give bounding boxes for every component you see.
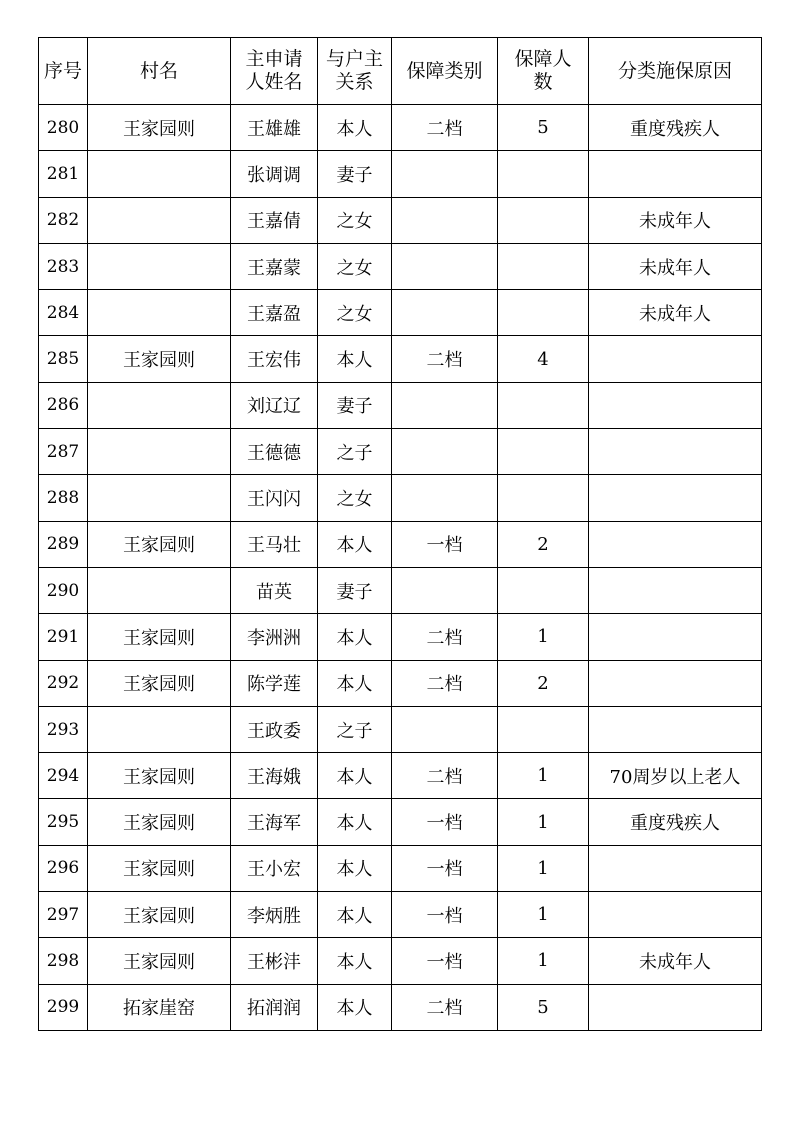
table-row: [39, 429, 762, 475]
table-row: [39, 382, 762, 428]
cell-village: 王家园则: [88, 614, 231, 660]
cell-seq: 283: [39, 243, 88, 289]
cell-reason: 未成年人: [589, 243, 762, 289]
cell-reason: 重度残疾人: [589, 799, 762, 845]
cell-count: [498, 382, 589, 428]
cell-relation: 之女: [318, 197, 392, 243]
header-village: 村名: [88, 38, 231, 105]
cell-village: 王家园则: [88, 753, 231, 799]
cell-relation: 本人: [318, 799, 392, 845]
cell-village: 王家园则: [88, 336, 231, 382]
cell-relation: 之女: [318, 475, 392, 521]
table-row: [39, 706, 762, 752]
cell-seq: 290: [39, 567, 88, 613]
table-row: [39, 799, 762, 845]
cell-reason: [589, 567, 762, 613]
cell-village: 王家园则: [88, 845, 231, 891]
cell-relation: 之子: [318, 429, 392, 475]
table-row: [39, 567, 762, 613]
cell-category: 二档: [392, 105, 498, 151]
cell-seq: 289: [39, 521, 88, 567]
cell-village: 王家园则: [88, 521, 231, 567]
cell-count: [498, 151, 589, 197]
table-row: [39, 105, 762, 151]
header-relation: [318, 38, 392, 105]
cell-seq: 299: [39, 984, 88, 1030]
cell-relation: 本人: [318, 521, 392, 567]
cell-category: 二档: [392, 336, 498, 382]
cell-reason: 重度残疾人: [589, 105, 762, 151]
cell-category: [392, 567, 498, 613]
cell-applicant-name: 王德德: [231, 429, 318, 475]
cell-reason: 未成年人: [589, 938, 762, 984]
cell-count: [498, 475, 589, 521]
cell-relation: 之女: [318, 290, 392, 336]
cell-seq: 287: [39, 429, 88, 475]
cell-village: [88, 197, 231, 243]
cell-village: [88, 475, 231, 521]
cell-reason: 70周岁以上老人: [589, 753, 762, 799]
cell-relation: 妻子: [318, 567, 392, 613]
cell-applicant-name: 王闪闪: [231, 475, 318, 521]
cell-count: [498, 706, 589, 752]
cell-count: 1: [498, 799, 589, 845]
cell-reason: [589, 475, 762, 521]
cell-reason: [589, 382, 762, 428]
table-row: [39, 938, 762, 984]
cell-seq: 294: [39, 753, 88, 799]
table-body: [39, 105, 762, 1031]
cell-count: 2: [498, 660, 589, 706]
cell-category: [392, 706, 498, 752]
header-row: [39, 38, 762, 105]
table-row: [39, 753, 762, 799]
cell-category: [392, 429, 498, 475]
table-row: [39, 892, 762, 938]
cell-relation: 之子: [318, 706, 392, 752]
table-row: [39, 290, 762, 336]
cell-category: [392, 151, 498, 197]
cell-reason: [589, 151, 762, 197]
cell-applicant-name: 王宏伟: [231, 336, 318, 382]
cell-seq: 298: [39, 938, 88, 984]
cell-count: 1: [498, 614, 589, 660]
cell-seq: 284: [39, 290, 88, 336]
cell-seq: 281: [39, 151, 88, 197]
cell-count: 1: [498, 753, 589, 799]
cell-village: [88, 290, 231, 336]
cell-reason: [589, 521, 762, 567]
cell-village: 王家园则: [88, 660, 231, 706]
table-row: [39, 197, 762, 243]
cell-count: [498, 197, 589, 243]
cell-reason: [589, 336, 762, 382]
cell-applicant-name: 王海娥: [231, 753, 318, 799]
cell-seq: 291: [39, 614, 88, 660]
cell-relation: 本人: [318, 845, 392, 891]
cell-village: [88, 151, 231, 197]
cell-applicant-name: 李洲洲: [231, 614, 318, 660]
header-applicant-line2: 人姓名: [245, 71, 303, 93]
cell-relation: 本人: [318, 938, 392, 984]
cell-relation: 之女: [318, 243, 392, 289]
cell-applicant-name: 王小宏: [231, 845, 318, 891]
cell-village: 王家园则: [88, 892, 231, 938]
cell-village: 王家园则: [88, 938, 231, 984]
cell-count: [498, 429, 589, 475]
cell-seq: 280: [39, 105, 88, 151]
cell-reason: [589, 706, 762, 752]
cell-applicant-name: 王嘉蒙: [231, 243, 318, 289]
header-category: 保障类别: [392, 38, 498, 105]
cell-category: 二档: [392, 984, 498, 1030]
cell-seq: 292: [39, 660, 88, 706]
cell-category: 一档: [392, 845, 498, 891]
cell-count: [498, 567, 589, 613]
cell-count: 5: [498, 984, 589, 1030]
header-applicant: [231, 38, 318, 105]
cell-category: [392, 382, 498, 428]
cell-reason: 未成年人: [589, 197, 762, 243]
cell-count: 5: [498, 105, 589, 151]
cell-village: 王家园则: [88, 799, 231, 845]
table-row: [39, 660, 762, 706]
cell-category: 二档: [392, 614, 498, 660]
cell-applicant-name: 张调调: [231, 151, 318, 197]
cell-category: 二档: [392, 753, 498, 799]
cell-applicant-name: 拓润润: [231, 984, 318, 1030]
cell-category: 一档: [392, 521, 498, 567]
cell-reason: [589, 660, 762, 706]
cell-relation: 本人: [318, 753, 392, 799]
header-seq: 序号: [39, 38, 88, 105]
header-count-line2: 数: [533, 71, 553, 93]
cell-village: [88, 382, 231, 428]
header-relation-line1: 与户主: [325, 48, 383, 70]
cell-category: 一档: [392, 938, 498, 984]
cell-applicant-name: 李炳胜: [231, 892, 318, 938]
table-header: [39, 38, 762, 105]
cell-reason: [589, 845, 762, 891]
cell-reason: [589, 892, 762, 938]
cell-reason: [589, 984, 762, 1030]
cell-relation: 本人: [318, 105, 392, 151]
cell-category: 一档: [392, 892, 498, 938]
cell-relation: 妻子: [318, 151, 392, 197]
header-applicant-line1: 主申请: [245, 48, 303, 70]
cell-village: 王家园则: [88, 105, 231, 151]
cell-applicant-name: 王海军: [231, 799, 318, 845]
cell-seq: 295: [39, 799, 88, 845]
table-row: [39, 845, 762, 891]
cell-relation: 本人: [318, 336, 392, 382]
cell-relation: 妻子: [318, 382, 392, 428]
cell-seq: 296: [39, 845, 88, 891]
cell-category: 二档: [392, 660, 498, 706]
table-row: [39, 151, 762, 197]
cell-applicant-name: 陈学莲: [231, 660, 318, 706]
cell-seq: 297: [39, 892, 88, 938]
table-row: [39, 243, 762, 289]
cell-reason: 未成年人: [589, 290, 762, 336]
header-count-line1: 保障人: [514, 48, 572, 70]
table-row: [39, 336, 762, 382]
table-row: [39, 475, 762, 521]
cell-category: [392, 475, 498, 521]
cell-count: [498, 290, 589, 336]
cell-count: 1: [498, 938, 589, 984]
cell-village: [88, 429, 231, 475]
cell-village: [88, 567, 231, 613]
cell-seq: 286: [39, 382, 88, 428]
cell-village: [88, 243, 231, 289]
header-relation-line2: 关系: [335, 71, 374, 93]
cell-applicant-name: 王政委: [231, 706, 318, 752]
cell-seq: 293: [39, 706, 88, 752]
cell-category: 一档: [392, 799, 498, 845]
cell-relation: 本人: [318, 984, 392, 1030]
cell-category: [392, 197, 498, 243]
cell-village: 拓家崖窑: [88, 984, 231, 1030]
cell-applicant-name: 王彬沣: [231, 938, 318, 984]
cell-category: [392, 290, 498, 336]
cell-relation: 本人: [318, 614, 392, 660]
cell-count: 1: [498, 845, 589, 891]
cell-applicant-name: 苗英: [231, 567, 318, 613]
cell-applicant-name: 王嘉盈: [231, 290, 318, 336]
assistance-table: [38, 37, 762, 1031]
cell-count: 1: [498, 892, 589, 938]
cell-seq: 288: [39, 475, 88, 521]
cell-seq: 282: [39, 197, 88, 243]
cell-applicant-name: 王雄雄: [231, 105, 318, 151]
cell-count: [498, 243, 589, 289]
header-reason: 分类施保原因: [589, 38, 762, 105]
header-count: [498, 38, 589, 105]
cell-seq: 285: [39, 336, 88, 382]
cell-reason: [589, 429, 762, 475]
cell-applicant-name: 王嘉倩: [231, 197, 318, 243]
cell-reason: [589, 614, 762, 660]
cell-category: [392, 243, 498, 289]
table-row: [39, 614, 762, 660]
cell-applicant-name: 王马壮: [231, 521, 318, 567]
cell-relation: 本人: [318, 892, 392, 938]
cell-count: 4: [498, 336, 589, 382]
cell-relation: 本人: [318, 660, 392, 706]
table-row: [39, 984, 762, 1030]
table-row: [39, 521, 762, 567]
cell-count: 2: [498, 521, 589, 567]
cell-applicant-name: 刘辽辽: [231, 382, 318, 428]
cell-village: [88, 706, 231, 752]
